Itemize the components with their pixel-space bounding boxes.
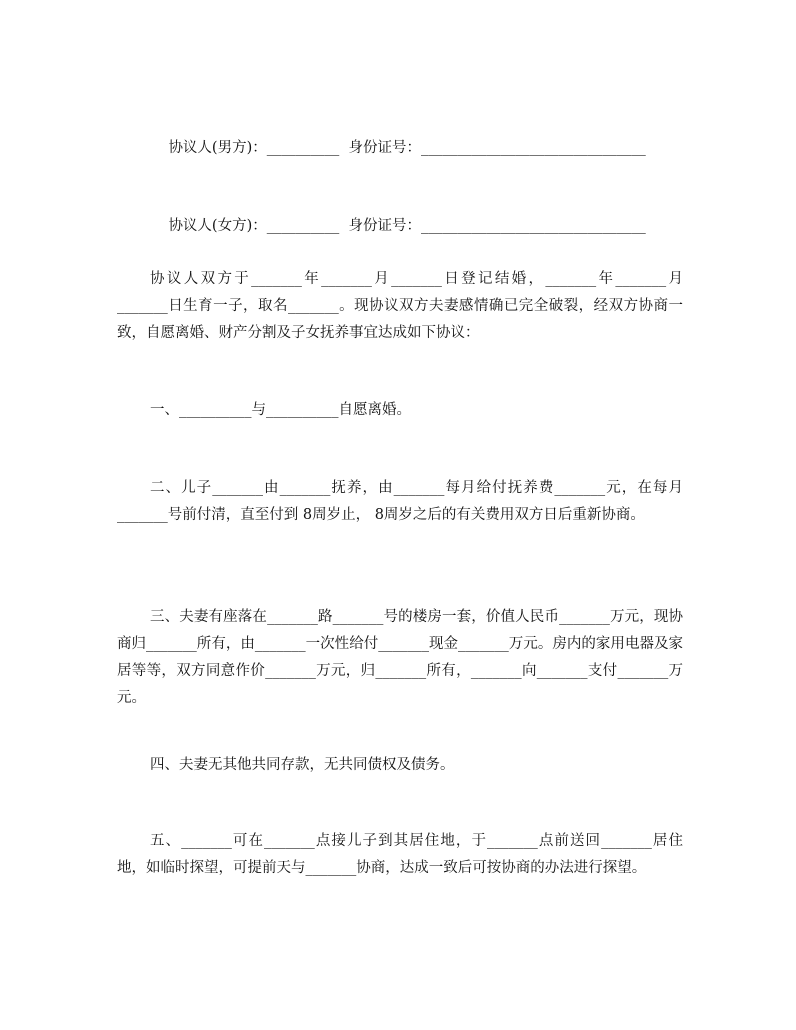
clause-5 (117, 828, 683, 882)
intro-text: 协议人双方于_______年_______月_______日登记结婚，_______年_______月_______日生育一子，取名_______。现协议双方夫妻感情确已完全破裂，经双方协商一致，自愿离婚、财产分割及子女抚养事宜达成如下协议： (117, 271, 683, 341)
signature-line-female (117, 196, 646, 256)
clause-5-text: 五、_______可在_______点接儿子到其居住地，于_______点前送回_______居住地，如临时探望，可提前天与_______协商，达成一致后可按协商的办法进行探望。 (117, 833, 683, 876)
clause-4-text: 四、夫妻无其他共同存款，无共同债权及债务。 (150, 757, 455, 773)
signature-text-female: 协议人(女方)：__________ 身份证号：_______________________________ (168, 218, 646, 234)
clause-1 (117, 397, 683, 424)
signature-line-male (117, 118, 646, 178)
intro-paragraph (117, 266, 683, 347)
clause-2-text: 二、儿子_______由_______抚养，由_______每月给付抚养费_______元，在每月_______号前付清，直至付到 8周岁止， 8周岁之后的有关费用双方日后重新协商。 (117, 480, 683, 523)
signature-text-male: 协议人(男方)：__________ 身份证号：_______________________________ (168, 140, 646, 156)
clause-3-text: 三、夫妻有座落在_______路_______号的楼房一套，价值人民币_______万元，现协商归_______所有，由_______一次性给付_______现金_______万元。房内的家用电器及家居等等，双方同意作价_______万元，归_______所有，_______向_______支付_______万元。 (117, 609, 683, 706)
clause-1-text: 一、__________与__________自愿离婚。 (150, 402, 411, 418)
clause-3 (117, 604, 683, 712)
clause-4 (117, 752, 683, 779)
clause-2 (117, 475, 683, 529)
